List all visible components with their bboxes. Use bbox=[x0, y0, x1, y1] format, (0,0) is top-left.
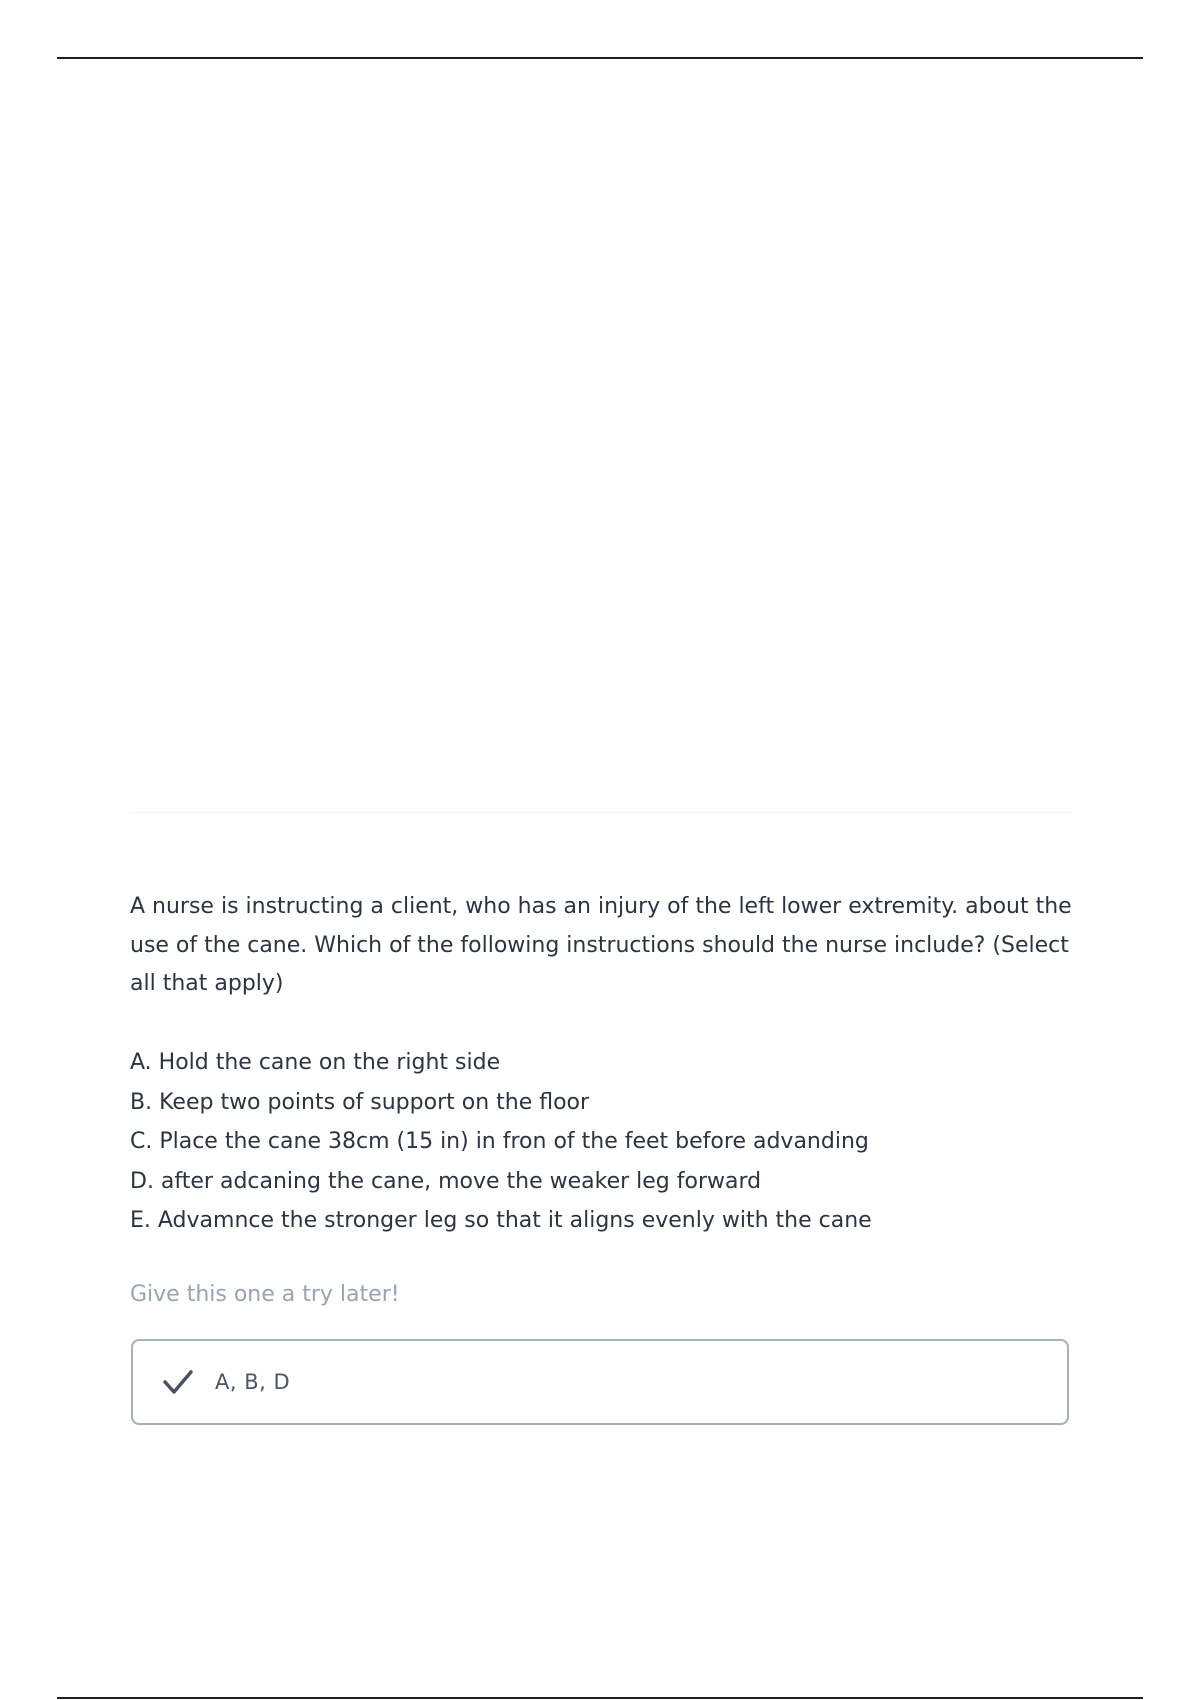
option-a: A. Hold the cane on the right side bbox=[130, 1050, 501, 1075]
option-b: B. Keep two points of support on the floor bbox=[130, 1089, 590, 1115]
option-d: D. after adcaning the cane, move the weaker leg forward bbox=[130, 1168, 762, 1194]
option-e: E. Advamnce the stronger leg so that it aligns evenly with the cane bbox=[130, 1208, 872, 1233]
question-text: A nurse is instructing a client, who has an injury of the left lower extremity. about the use of the cane. Which of the following instructions should the nurse include? (Select all that apply) bbox=[130, 894, 1072, 996]
page-top-rule bbox=[57, 57, 1143, 59]
check-icon bbox=[161, 1365, 195, 1399]
answer-options-list bbox=[130, 1043, 1072, 1241]
option-c: C. Place the cane 38cm (15 in) in fron of the feet before advanding bbox=[130, 1129, 869, 1154]
try-later-link[interactable]: Give this one a try later! bbox=[130, 1282, 400, 1307]
answer-text: A, B, D bbox=[215, 1370, 291, 1394]
answer-reveal-box[interactable] bbox=[131, 1339, 1069, 1425]
section-divider bbox=[130, 812, 1072, 813]
page-bottom-rule bbox=[57, 1697, 1143, 1699]
